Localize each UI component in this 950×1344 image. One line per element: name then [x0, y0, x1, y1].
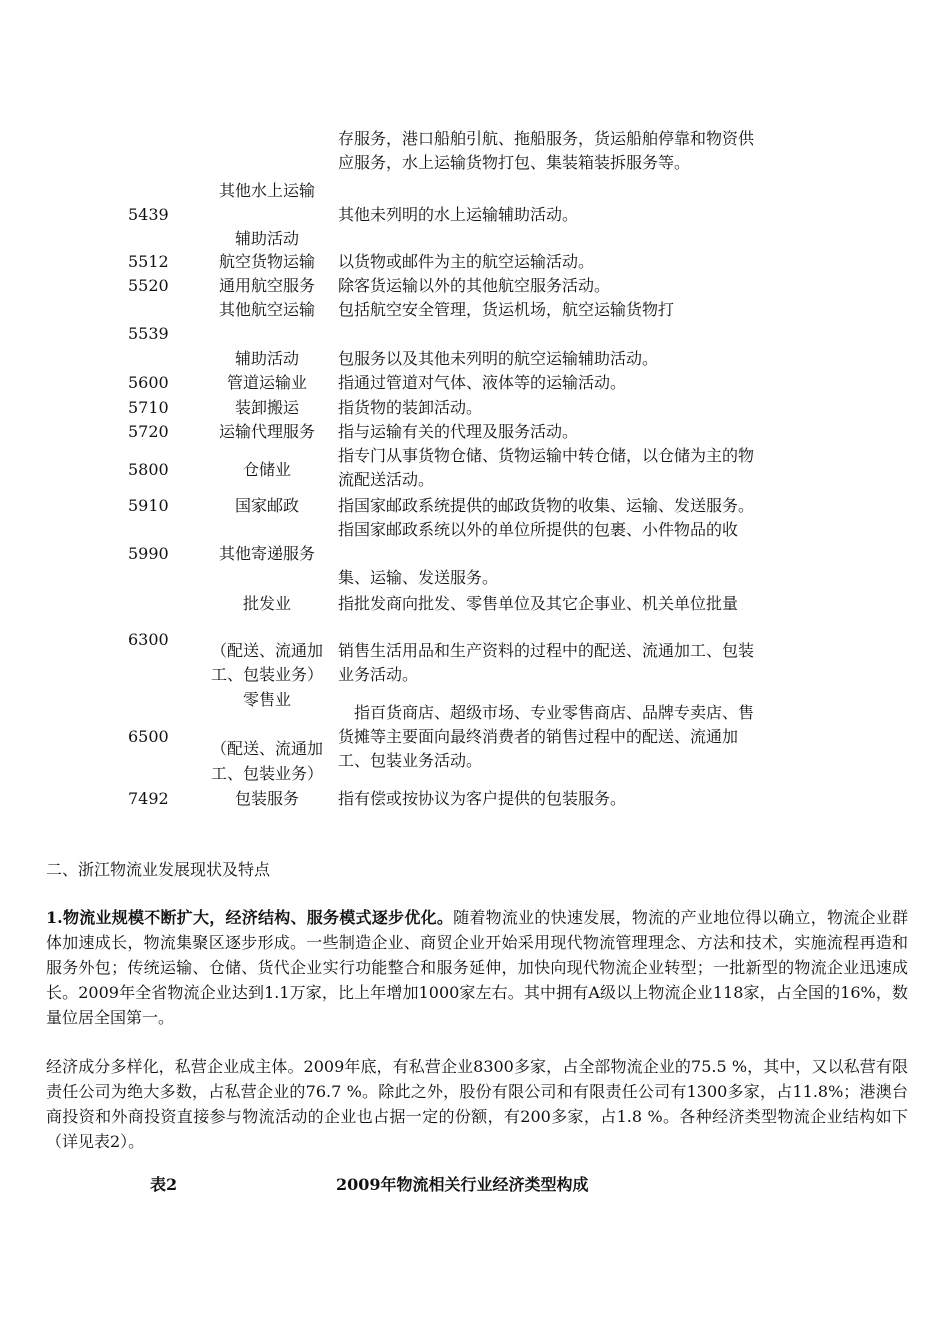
row-name: 通用航空服务 — [218, 276, 315, 295]
row-code: 5910 — [128, 496, 169, 515]
row-desc: 存服务，港口船舶引航、拖船服务，货运船舶停靠和物资供 — [338, 129, 755, 148]
row-name: 批发业 — [242, 594, 291, 613]
paragraph-lead: 1.物流业规模不断扩大，经济结构、服务模式逐步优化。 — [46, 908, 454, 927]
row-desc: 除客货运输以外的其他航空服务活动。 — [338, 276, 611, 295]
row-name: 包装服务 — [234, 789, 299, 808]
row-desc: 其他未列明的水上运输辅助活动。 — [338, 205, 579, 224]
row-code: 5539 — [128, 324, 169, 343]
row-name: 管道运输业 — [226, 373, 307, 392]
row-code: 5512 — [128, 252, 169, 271]
row-desc: 应服务，水上运输货物打包、集装箱装拆服务等。 — [338, 153, 691, 172]
row-code: 5800 — [128, 460, 169, 479]
row-desc: 工、包装业务活动。 — [338, 751, 483, 770]
row-desc: 包服务以及其他未列明的航空运输辅助活动。 — [338, 349, 659, 368]
paragraph-economic-composition: 经济成分多样化，私营企业成主体。2009年底，有私营企业8300多家，占全部物流企业的75.5 %，其中，又以私营有限责任公司为绝大多数，占私营企业的76.7 %。除此之外，股份有限公司和有限责任公司有1300多家，占11.8%；港澳台商投资和外商投资直接参与物流活动的企业也占据一定的份额，有200多家，占1.8 %。各种经济类型物流企业结构如下（详见表2）。 — [46, 1057, 908, 1151]
row-desc: 集、运输、发送服务。 — [338, 568, 499, 587]
row-code: 5439 — [128, 205, 169, 224]
row-desc: 货摊等主要面向最终消费者的销售过程中的配送、流通加 — [338, 727, 739, 746]
row-name: 装卸搬运 — [234, 398, 299, 417]
row-desc: 业务活动。 — [338, 665, 419, 684]
row-desc: 流配送活动。 — [338, 470, 435, 489]
row-name: （配送、流通加 — [210, 739, 323, 758]
row-code: 5990 — [128, 544, 169, 563]
row-name: 辅助活动 — [234, 229, 299, 248]
row-desc: 指与运输有关的代理及服务活动。 — [338, 422, 579, 441]
row-name: （配送、流通加 — [210, 641, 323, 660]
row-desc: 指有偿或按协议为客户提供的包装服务。 — [338, 789, 627, 808]
row-code: 6500 — [128, 727, 169, 746]
row-code: 5720 — [128, 422, 169, 441]
row-name: 其他航空运输 — [218, 300, 315, 319]
row-name: 工、包装业务） — [210, 764, 323, 783]
row-desc: 指批发商向批发、零售单位及其它企事业、机关单位批量 — [338, 594, 739, 613]
row-desc: 指通过管道对气体、液体等的运输活动。 — [338, 373, 627, 392]
row-name: 零售业 — [242, 690, 291, 709]
row-code: 6300 — [128, 630, 169, 649]
paragraph-scale — [46, 905, 908, 1030]
row-desc: 以货物或邮件为主的航空运输活动。 — [338, 252, 595, 271]
section-heading: 二、浙江物流业发展现状及特点 — [46, 860, 271, 879]
row-desc: 指国家邮政系统以外的单位所提供的包裹、小件物品的收 — [338, 520, 739, 539]
table-caption-label: 表2 — [150, 1175, 178, 1194]
row-desc: 指国家邮政系统提供的邮政货物的收集、运输、发送服务。 — [338, 496, 755, 515]
row-code: 5710 — [128, 398, 169, 417]
row-name: 辅助活动 — [234, 349, 299, 368]
row-name: 国家邮政 — [234, 496, 299, 515]
paragraph-body: 随着物流业的快速发展，物流的产业地位得以确立，物流企业群体加速成长，物流集聚区逐步形成。一些制造企业、商贸企业开始采用现代物流管理理念、方法和技术，实施流程再造和服务外包；传统运输、仓储、货代企业实行功能整合和服务延伸，加快向现代物流企业转型；一批新型的物流企业迅速成长。2009年全省物流企业达到1.1万家，比上年增加1000家左右。其中拥有A级以上物流企业118家，占全国的16%，数量位居全国第一。 — [46, 908, 908, 1027]
row-desc: 包括航空安全管理，货运机场，航空运输货物打 — [338, 300, 675, 319]
row-name: 工、包装业务） — [210, 665, 323, 684]
row-code: 5600 — [128, 373, 169, 392]
row-desc: 销售生活用品和生产资料的过程中的配送、流通加工、包装 — [338, 641, 755, 660]
row-code: 5520 — [128, 276, 169, 295]
row-name: 航空货物运输 — [218, 252, 315, 271]
table-caption-title: 2009年物流相关行业经济类型构成 — [336, 1175, 589, 1194]
row-code: 7492 — [128, 789, 169, 808]
row-desc: 指百货商店、超级市场、专业零售商店、品牌专卖店、售 — [338, 703, 755, 722]
row-name: 其他水上运输 — [218, 181, 315, 200]
row-desc: 指专门从事货物仓储、货物运输中转仓储，以仓储为主的物 — [338, 446, 755, 465]
row-desc: 指货物的装卸活动。 — [338, 398, 483, 417]
row-name: 运输代理服务 — [218, 422, 315, 441]
row-name: 其他寄递服务 — [218, 544, 315, 563]
row-name: 仓储业 — [242, 460, 291, 479]
